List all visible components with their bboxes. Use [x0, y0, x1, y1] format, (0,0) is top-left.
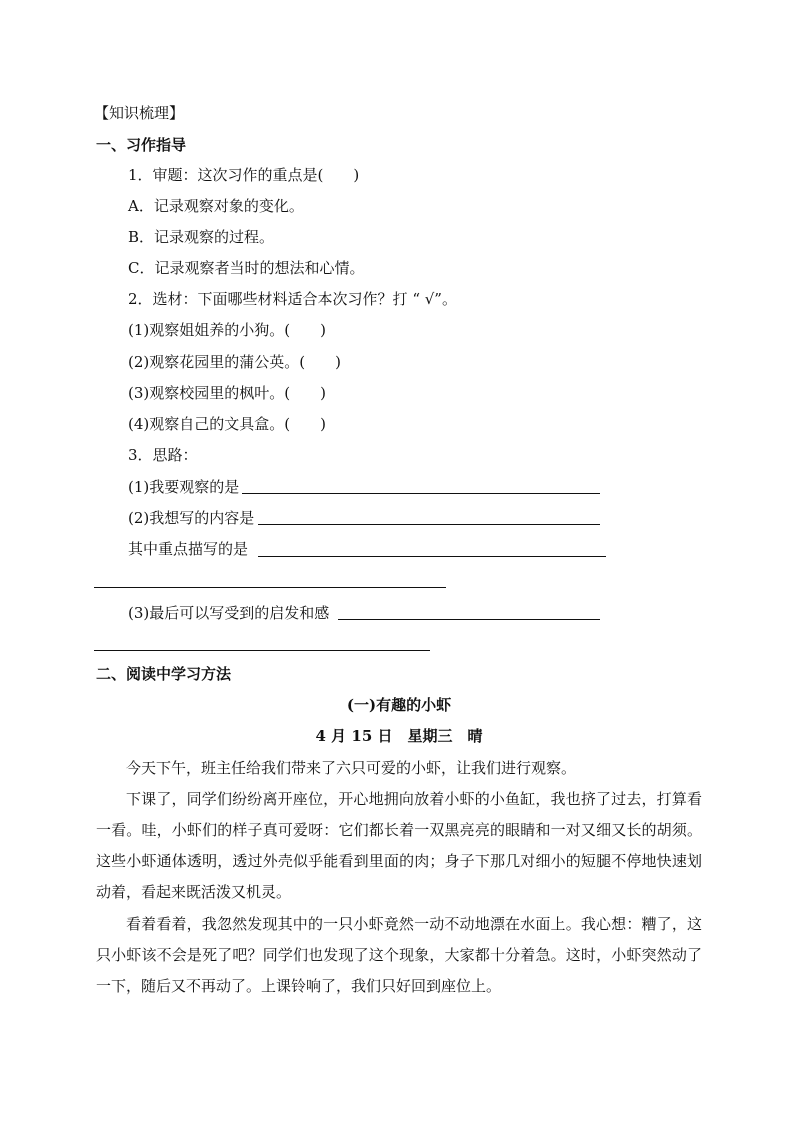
thought-line-1-label: (1)我要观察的是: [128, 478, 240, 496]
option-c: C．记录观察者当时的想法和心情。: [128, 259, 365, 277]
question-2: 2．选材：下面哪些材料适合本次习作？打 “ √”。: [128, 290, 457, 308]
article-paragraph-3: 看着看着，我忽然发现其中的一只小虾竟然一动不动地漂在水面上。我心想：糟了，这只小虾该不会是死了吧？同学们也发现了这个现象，大家都十分着急。这时，小虾突然动了一下，随后又不再动了。上课铃响了，我们只好回到座位上。: [96, 915, 702, 995]
section2-title: 二、阅读中学习方法: [96, 665, 232, 683]
article-paragraph-1: 今天下午，班主任给我们带来了六只可爱的小虾，让我们进行观察。: [126, 759, 577, 777]
question-1: 1．审题：这次习作的重点是( ): [128, 166, 360, 184]
thought-line-2-label: (2)我想写的内容是: [128, 509, 255, 527]
option-b: B．记录观察的过程。: [128, 228, 275, 246]
article-title: (一)有趣的小虾: [346, 696, 452, 714]
article-paragraph-2: 下课了，同学们纷纷离开座位，开心地拥向放着小虾的小鱼缸，我也挤了过去，打算看一看。哇，小虾们的样子真可爱呀：它们都长着一双黑亮亮的眼睛和一对又细又长的胡须。这些小虾通体透明，透过外壳似乎能看到里面的肉；身子下那几对细小的短腿不停地快速划动着，看起来既活泼又机灵。: [96, 790, 702, 901]
answer-blank-4-cont[interactable]: [94, 650, 430, 651]
knowledge-heading: 【知识梳理】: [94, 104, 185, 122]
option-a: A．记录观察对象的变化。: [128, 197, 304, 215]
thought-line-3-label: 其中重点描写的是: [128, 540, 249, 558]
material-item-3: (3)观察校园里的枫叶。( ): [128, 384, 326, 402]
answer-blank-3-cont[interactable]: [94, 587, 446, 588]
article-date: 4 月 15 日 星期三 晴: [315, 727, 483, 745]
answer-blank-3[interactable]: [258, 556, 606, 557]
thought-line-4-label: (3)最后可以写受到的启发和感: [128, 604, 330, 622]
answer-blank-2[interactable]: [258, 524, 600, 525]
answer-blank-4[interactable]: [338, 619, 600, 620]
material-item-2: (2)观察花园里的蒲公英。( ): [128, 353, 341, 371]
question-3: 3．思路：: [128, 446, 198, 464]
section1-title: 一、习作指导: [96, 136, 187, 154]
answer-blank-1[interactable]: [242, 493, 600, 494]
material-item-4: (4)观察自己的文具盒。( ): [128, 415, 326, 433]
material-item-1: (1)观察姐姐养的小狗。( ): [128, 321, 326, 339]
